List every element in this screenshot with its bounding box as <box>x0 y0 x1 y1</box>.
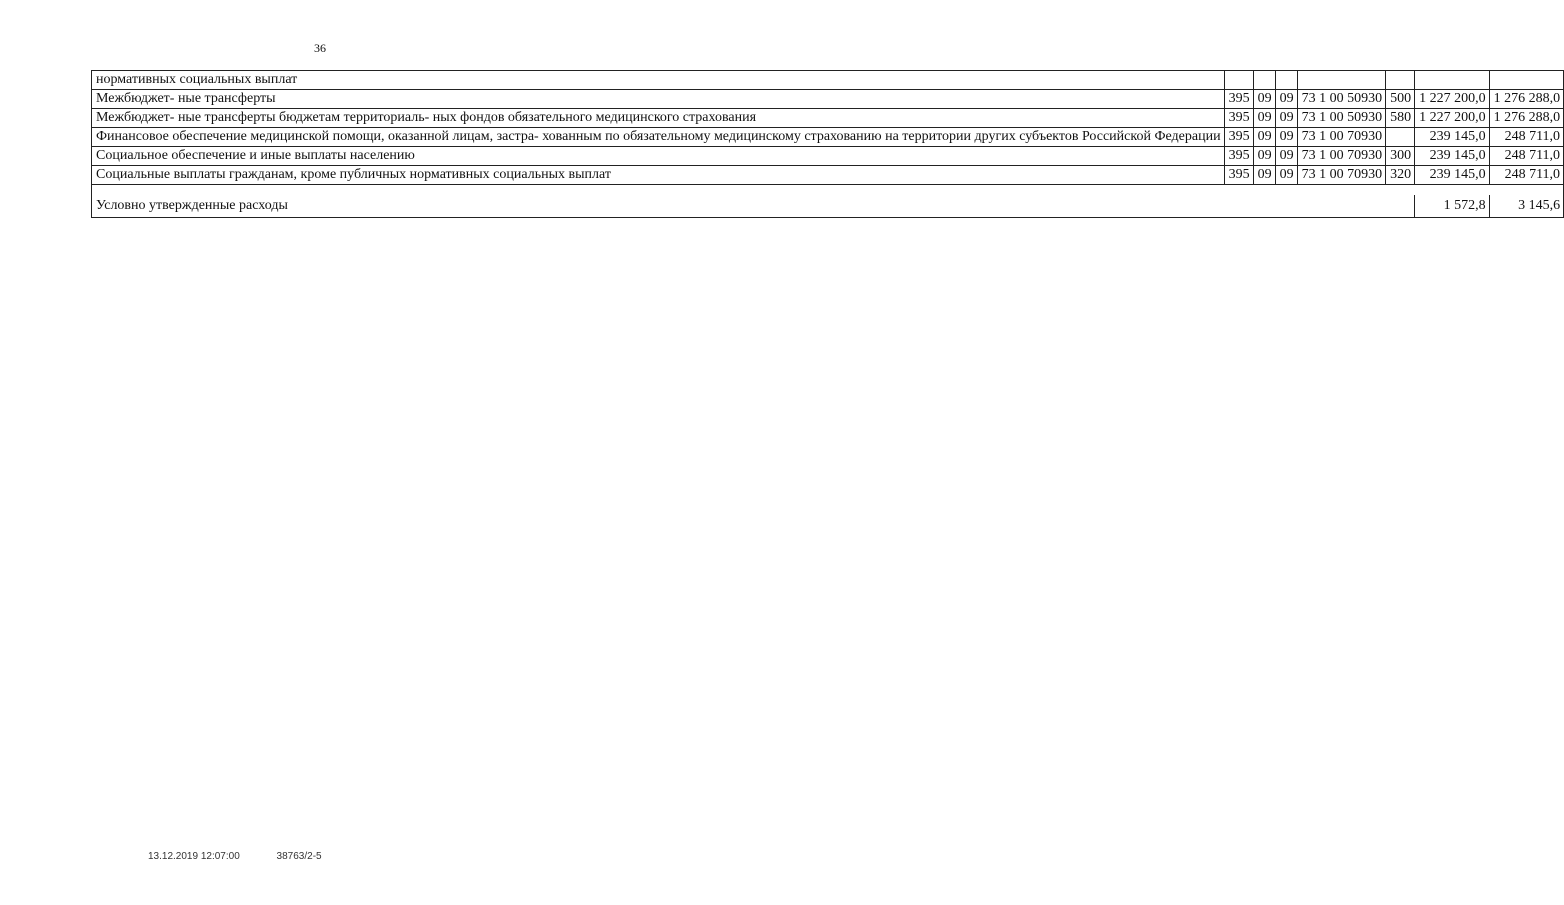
row-amount-year2: 1 276 288,0 <box>1489 109 1564 128</box>
row-amount-year1: 239 145,0 <box>1415 128 1490 147</box>
total-label: Условно утвержденные расходы <box>92 195 1415 218</box>
row-amount-year1 <box>1415 71 1490 90</box>
row-name: Межбюджет- ные трансферты бюджетам территориаль- ных фондов обязательного медицинского страхования <box>92 109 1225 128</box>
row-name: Межбюджет- ные трансферты <box>92 90 1225 109</box>
row-ved-code <box>1224 71 1253 90</box>
row-ved-code: 395 <box>1224 90 1253 109</box>
row-section-code: 09 <box>1253 128 1275 147</box>
row-name: Социальное обеспечение и иные выплаты населению <box>92 147 1225 166</box>
row-expense-type: 500 <box>1386 90 1415 109</box>
row-subsection-code: 09 <box>1275 166 1297 185</box>
row-ved-code: 395 <box>1224 109 1253 128</box>
row-expense-type: 300 <box>1386 147 1415 166</box>
row-subsection-code: 09 <box>1275 109 1297 128</box>
row-amount-year2: 1 276 288,0 <box>1489 90 1564 109</box>
row-section-code: 09 <box>1253 109 1275 128</box>
row-ved-code: 395 <box>1224 166 1253 185</box>
row-section-code: 09 <box>1253 90 1275 109</box>
row-ved-code: 395 <box>1224 128 1253 147</box>
footer-timestamp: 13.12.2019 12:07:00 <box>148 851 240 862</box>
row-amount-year1: 239 145,0 <box>1415 147 1490 166</box>
table-row <box>92 166 1564 185</box>
footer-doc-code: 38763/2-5 <box>276 851 322 862</box>
table-row <box>92 128 1564 147</box>
row-expense-type: 320 <box>1386 166 1415 185</box>
row-name: Финансовое обеспечение медицинской помощи, оказанной лицам, застра- хованным по обязательному медицинскому страхованию на территории других субъектов Российской Федерации <box>92 128 1225 147</box>
row-amount-year2: 248 711,0 <box>1489 147 1564 166</box>
total-row <box>92 195 1564 218</box>
row-section-code: 09 <box>1253 166 1275 185</box>
row-section-code: 09 <box>1253 147 1275 166</box>
row-target-article: 73 1 00 70930 <box>1297 128 1386 147</box>
row-subsection-code: 09 <box>1275 147 1297 166</box>
row-name: Социальные выплаты гражданам, кроме публичных нормативных социальных выплат <box>92 166 1225 185</box>
row-target-article: 73 1 00 50930 <box>1297 90 1386 109</box>
total-amount-year2: 3 145,6 <box>1489 195 1564 218</box>
row-subsection-code <box>1275 71 1297 90</box>
row-amount-year1: 1 227 200,0 <box>1415 90 1490 109</box>
row-amount-year1: 239 145,0 <box>1415 166 1490 185</box>
row-expense-type: 580 <box>1386 109 1415 128</box>
row-amount-year2: 248 711,0 <box>1489 166 1564 185</box>
row-expense-type <box>1386 128 1415 147</box>
row-name: нормативных социальных выплат <box>92 71 1225 90</box>
row-subsection-code: 09 <box>1275 90 1297 109</box>
row-section-code <box>1253 71 1275 90</box>
table-row <box>92 147 1564 166</box>
row-target-article: 73 1 00 70930 <box>1297 147 1386 166</box>
row-amount-year1: 1 227 200,0 <box>1415 109 1490 128</box>
table-row <box>92 71 1564 90</box>
table-spacer-row <box>92 185 1564 196</box>
row-expense-type <box>1386 71 1415 90</box>
row-amount-year2: 248 711,0 <box>1489 128 1564 147</box>
table-row <box>92 109 1564 128</box>
table-body <box>92 71 1564 218</box>
row-target-article: 73 1 00 50930 <box>1297 109 1386 128</box>
row-ved-code: 395 <box>1224 147 1253 166</box>
row-subsection-code: 09 <box>1275 128 1297 147</box>
row-target-article: 73 1 00 70930 <box>1297 166 1386 185</box>
page-number: 36 <box>314 41 326 55</box>
row-target-article <box>1297 71 1386 90</box>
budget-table <box>91 70 1564 218</box>
row-amount-year2 <box>1489 71 1564 90</box>
footer <box>148 851 356 862</box>
table-row <box>92 90 1564 109</box>
total-amount-year1: 1 572,8 <box>1415 195 1490 218</box>
spacer-cell <box>92 185 1564 196</box>
